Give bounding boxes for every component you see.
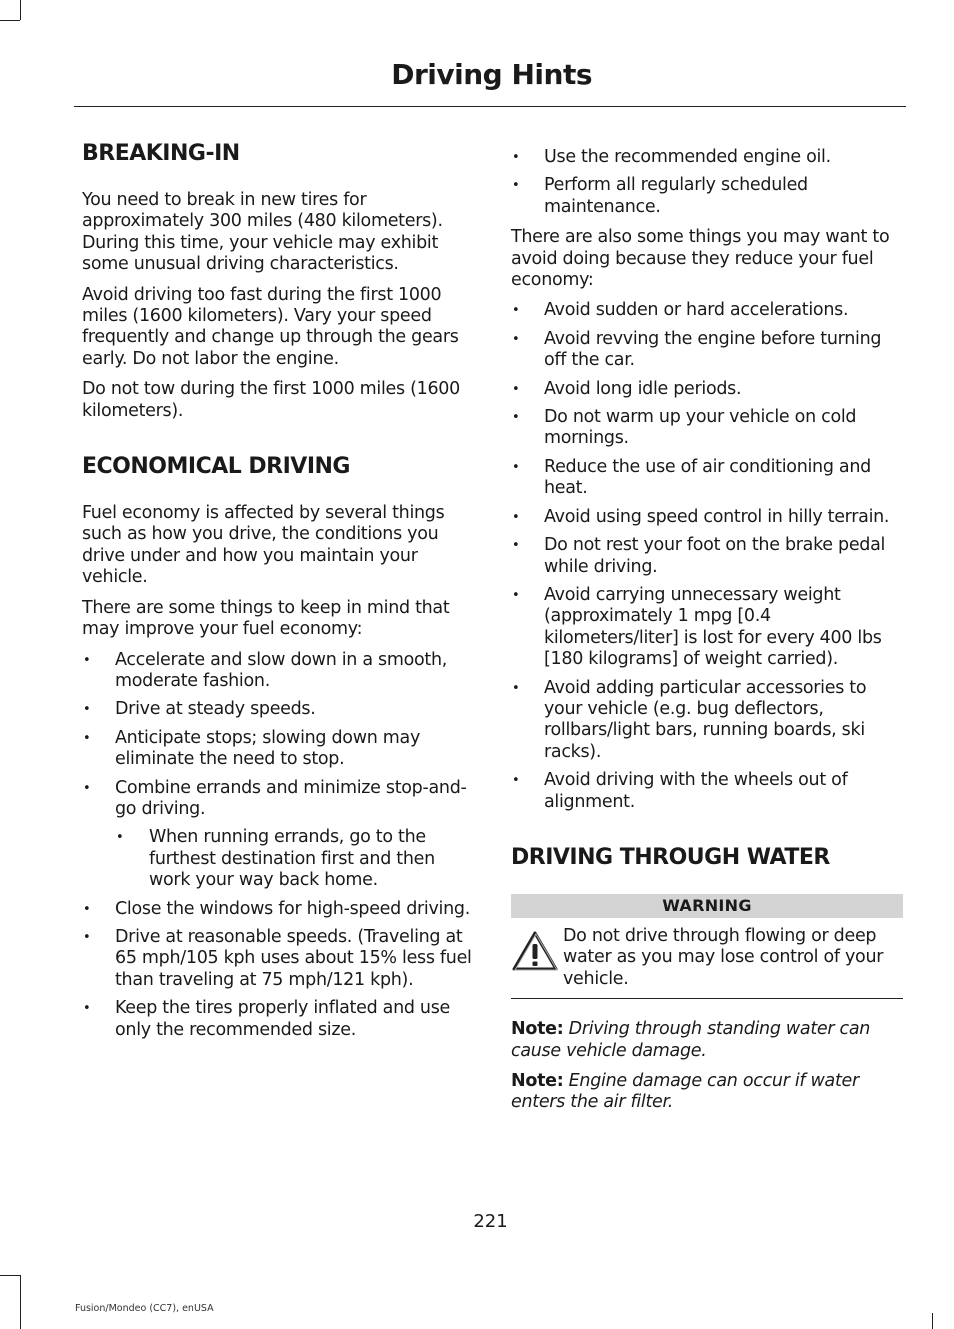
list-item: • Drive at steady speeds. — [82, 699, 474, 720]
list-item: • Avoid sudden or hard accelerations. — [511, 300, 903, 321]
list-item: • Avoid carrying unnecessary weight (approximately 1 mpg [0.4 kilometers/liter] is lost for every 400 lbs [180 kilograms] of weight carried). — [511, 585, 903, 671]
sub-list-item: • When running errands, go to the furthest destination first and then work your way back home. — [82, 827, 474, 891]
note — [511, 1019, 903, 1062]
list-item: • Avoid revving the engine before turning off the car. — [511, 329, 903, 372]
footer-model-label: Fusion/Mondeo (CC7), enUSA — [75, 1303, 214, 1314]
bullet-list — [82, 650, 474, 1042]
list-item: • Perform all regularly scheduled maintenance. — [511, 175, 903, 218]
note — [511, 1071, 903, 1114]
right-column — [511, 147, 903, 1123]
note-text: Driving through standing water can cause vehicle damage. — [511, 1019, 871, 1061]
list-item: • Avoid long idle periods. — [511, 379, 903, 400]
list-item: • Avoid adding particular accessories to your vehicle (e.g. bug deflectors, rollbars/light bars, running boards, ski racks). — [511, 678, 903, 764]
warning-body — [511, 918, 903, 999]
list-item: • Avoid using speed control in hilly terrain. — [511, 507, 903, 528]
list-item: • Do not warm up your vehicle on cold mornings. — [511, 407, 903, 450]
section-heading-driving-through-water: DRIVING THROUGH WATER — [511, 844, 830, 870]
list-item: • Close the windows for high-speed driving. — [82, 899, 474, 920]
note-label: Note: — [511, 1071, 564, 1091]
note-text: Engine damage can occur if water enters the air filter. — [511, 1071, 859, 1113]
paragraph: Fuel economy is affected by several things such as how you drive, the conditions you drive under and how you maintain your vehicle. — [82, 503, 445, 588]
crop-mark — [932, 1313, 933, 1329]
left-column — [82, 140, 474, 1050]
warning-triangle-icon — [511, 926, 563, 990]
section-heading-economical-driving: ECONOMICAL DRIVING — [82, 454, 350, 480]
list-item: • Combine errands and minimize stop-and-go driving. — [82, 778, 474, 821]
paragraph: Avoid driving too fast during the first 1000 miles (1600 kilometers). Vary your speed frequently and change up through the gears early. Do not labor the engine. — [82, 284, 459, 369]
bullet-list — [511, 300, 903, 813]
paragraph: Do not tow during the first 1000 miles (1600 kilometers). — [82, 379, 460, 421]
list-item: • Keep the tires properly inflated and use only the recommended size. — [82, 998, 474, 1041]
list-item: • Anticipate stops; slowing down may eliminate the need to stop. — [82, 728, 474, 771]
list-item: • Reduce the use of air conditioning and heat. — [511, 457, 903, 500]
section-heading-breaking-in: BREAKING-IN — [82, 141, 240, 166]
list-item: • Avoid driving with the wheels out of alignment. — [511, 770, 903, 813]
crop-mark — [0, 20, 20, 21]
list-item: • Drive at reasonable speeds. (Traveling at 65 mph/105 kph uses about 15% less fuel than traveling at 75 mph/121 kph). — [82, 927, 474, 991]
page-title: Driving Hints — [391, 58, 592, 91]
warning-label: WARNING — [511, 894, 903, 918]
warning-box — [511, 894, 903, 999]
list-item: • Use the recommended engine oil. — [511, 147, 903, 168]
page-number: 221 — [473, 1211, 508, 1232]
crop-mark — [20, 0, 21, 20]
paragraph: There are some things to keep in mind that may improve your fuel economy: — [82, 597, 450, 640]
paragraph: There are also some things you may want to avoid doing because they reduce your fuel economy: — [511, 227, 890, 291]
bullet-list — [511, 147, 903, 218]
crop-mark — [0, 1275, 20, 1276]
warning-text: Do not drive through flowing or deep water as you may lose control of your vehicle. — [563, 925, 884, 989]
paragraph: You need to break in new tires for approximately 300 miles (480 kilometers). During this time, your vehicle may exhibit some unusual driving characteristics. — [82, 190, 443, 275]
note-label: Note: — [511, 1019, 564, 1040]
list-item: • Accelerate and slow down in a smooth, moderate fashion. — [82, 650, 474, 693]
crop-mark — [20, 1275, 21, 1329]
title-divider — [74, 106, 906, 107]
list-item: • Do not rest your foot on the brake pedal while driving. — [511, 535, 903, 578]
